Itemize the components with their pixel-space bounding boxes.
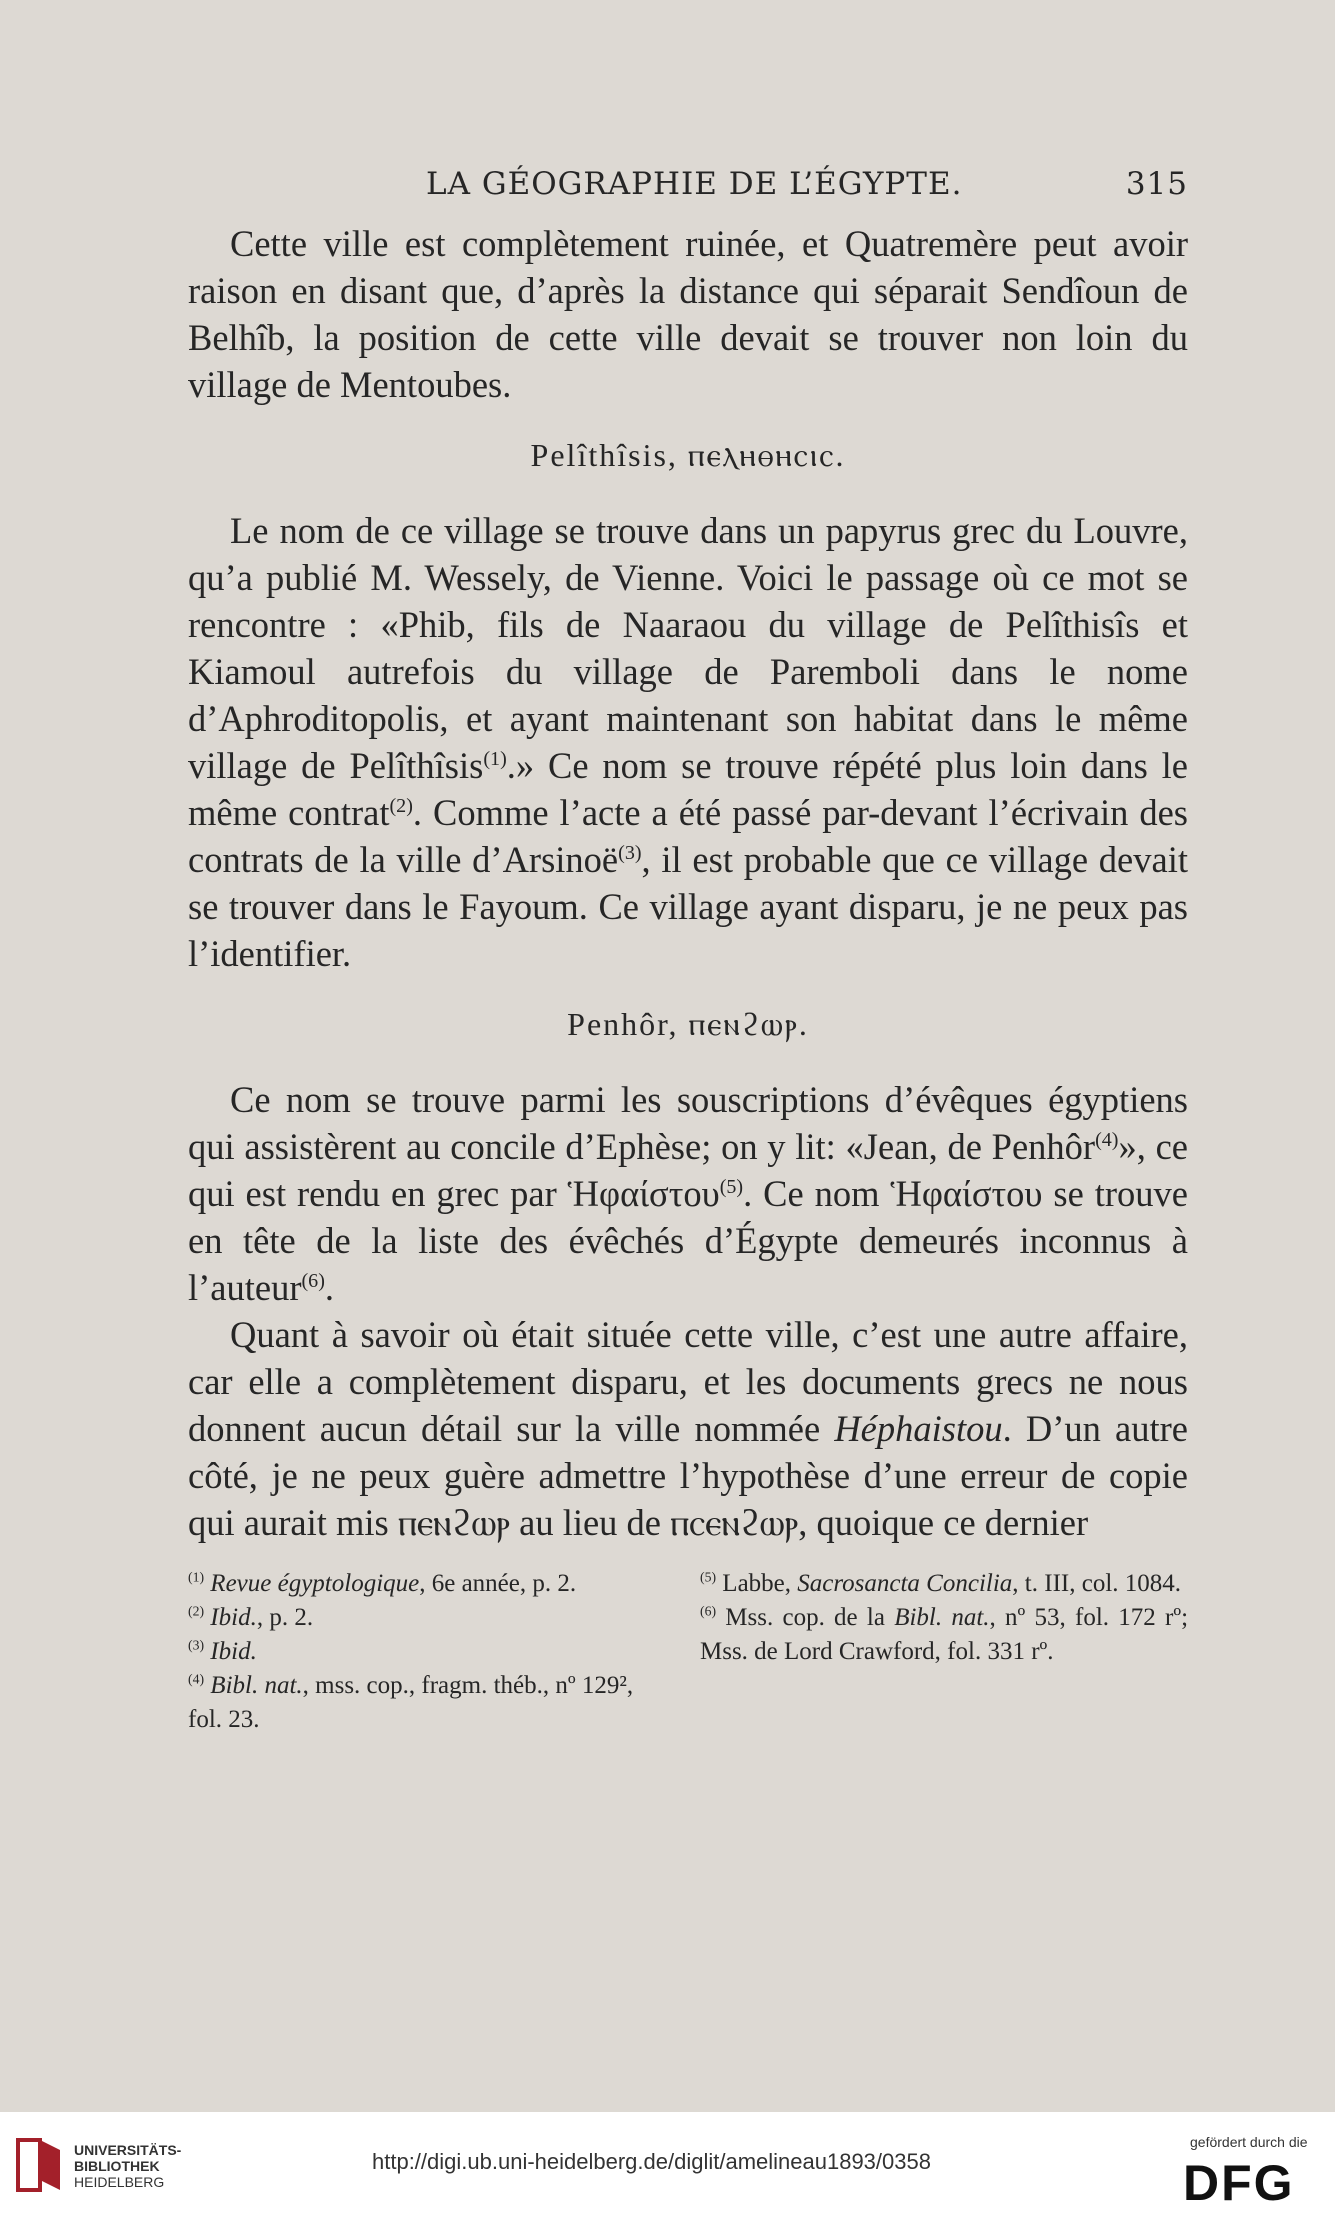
footnote-4: $^{(4)}$ Bibl. nat., mss. cop., fragm. théb., nº 129², fol. 23. bbox=[188, 1671, 634, 1733]
dfg-logo[interactable]: DFG bbox=[1183, 2155, 1295, 2211]
library-logo-icon[interactable] bbox=[16, 2136, 64, 2198]
library-name: UNIVERSITÄTS- BIBLIOTHEK HEIDELBERG bbox=[74, 2142, 182, 2190]
footnote-ref[interactable]: (5) bbox=[719, 1175, 744, 1198]
paragraph-penhor: Ce nom se trouve parmi les souscriptions d’évêques égyptiens qui assistèrent au concile d’Ephèse; on y lit: «Jean, de Penhôr$^{(4)}$», ce qui est rendu en grec par Ἡφαίστου$^{(5)}$. Ce nom Ἡφαίστου se trouve en tête de la liste des évêchés d’Égypte demeurés inconnus à l’auteur$^{(6)}$. bbox=[188, 1079, 1188, 1308]
footnotes-right-column bbox=[700, 1567, 1188, 1669]
main-text bbox=[188, 220, 1188, 1546]
running-title: LA GÉOGRAPHIE DE L’ÉGYPTE. bbox=[426, 166, 963, 202]
footnote-ref[interactable]: (3) bbox=[618, 841, 642, 864]
funding-caption: gefördert durch die bbox=[1190, 2134, 1308, 2150]
footnote-3: $^{(3)}$ Ibid. bbox=[188, 1637, 257, 1665]
footnotes-left-column bbox=[188, 1567, 663, 1737]
paragraph-pelithisis: Le nom de ce village se trouve dans un papyrus grec du Louvre, qu’a publié M. Wessely, de Vienne. Voici le passage où ce mot se rencontre : «Phib, fils de Naaraou du village de Pelîthisîs et Kiamoul autrefois du village de Paremboli dans le nome d’Aphroditopolis, et ayant maintenant son habitat dans le même village de Pelîthîsis$^{(1)}$.» Ce nom se trouve répété plus loin dans le même contrat$^{(2)}$. Comme l’acte a été passé par-devant l’écrivain des contrats de la ville d’Arsinoë$^{(3)}$, il est probable que ce village devait se trouver dans le Fayoum. Ce village ayant disparu, je ne peux pas l’identifier. bbox=[188, 510, 1188, 974]
footnote-6: $^{(6)}$ Mss. cop. de la Bibl. nat., nº 53, fol. 172 rº; Mss. de Lord Crawford, fol. 331 rº. bbox=[700, 1603, 1189, 1665]
paragraph-location: Quant à savoir où était située cette ville, c’est une autre affaire, car elle a complètement disparu, et les documents grecs ne nous donnent aucun détail sur la ville nommée Héphaistou. D’un autre côté, je ne peux guère admettre l’hypothèse d’une erreur de copie qui aurait mis ⲡⲉⲛϩⲱⲣ au lieu de ⲡⲥⲉⲛϩⲱⲣ, quoique ce dernier bbox=[188, 1314, 1188, 1543]
footnote-ref[interactable]: (1) bbox=[483, 747, 507, 770]
permalink[interactable]: http://digi.ub.uni-heidelberg.de/diglit/amelineau1893/0358 bbox=[372, 2149, 931, 2174]
footnote-2: $^{(2)}$ Ibid., p. 2. bbox=[188, 1603, 314, 1631]
page-number: 315 bbox=[1125, 166, 1188, 202]
footnote-1: $^{(1)}$ Revue égyptologique, 6e année, p. 2. bbox=[188, 1569, 577, 1597]
section-heading-penhor: Penhôr, ⲡⲉⲛϩⲱⲣ. bbox=[567, 1006, 809, 1042]
footnote-5: $^{(5)}$ Labbe, Sacrosancta Concilia, t. III, col. 1084. bbox=[700, 1569, 1182, 1597]
running-header bbox=[188, 166, 1188, 206]
footnote-ref[interactable]: (6) bbox=[301, 1269, 325, 1292]
section-heading-pelithisis: Pelîthîsis, ⲡⲉⲗⲏⲑⲏⲥⲓⲥ. bbox=[530, 437, 846, 473]
viewer-footer bbox=[0, 2112, 1335, 2217]
footnote-ref[interactable]: (2) bbox=[389, 794, 413, 817]
paragraph-mentoubes: Cette ville est complètement ruinée, et Quatremère peut avoir raison en disant que, d’après la distance qui séparait Sendîoun de Belhîb, la position de cette ville devait se trouver non loin du village de Mentoubes. bbox=[188, 223, 1188, 405]
footnote-ref[interactable]: (4) bbox=[1095, 1128, 1119, 1151]
